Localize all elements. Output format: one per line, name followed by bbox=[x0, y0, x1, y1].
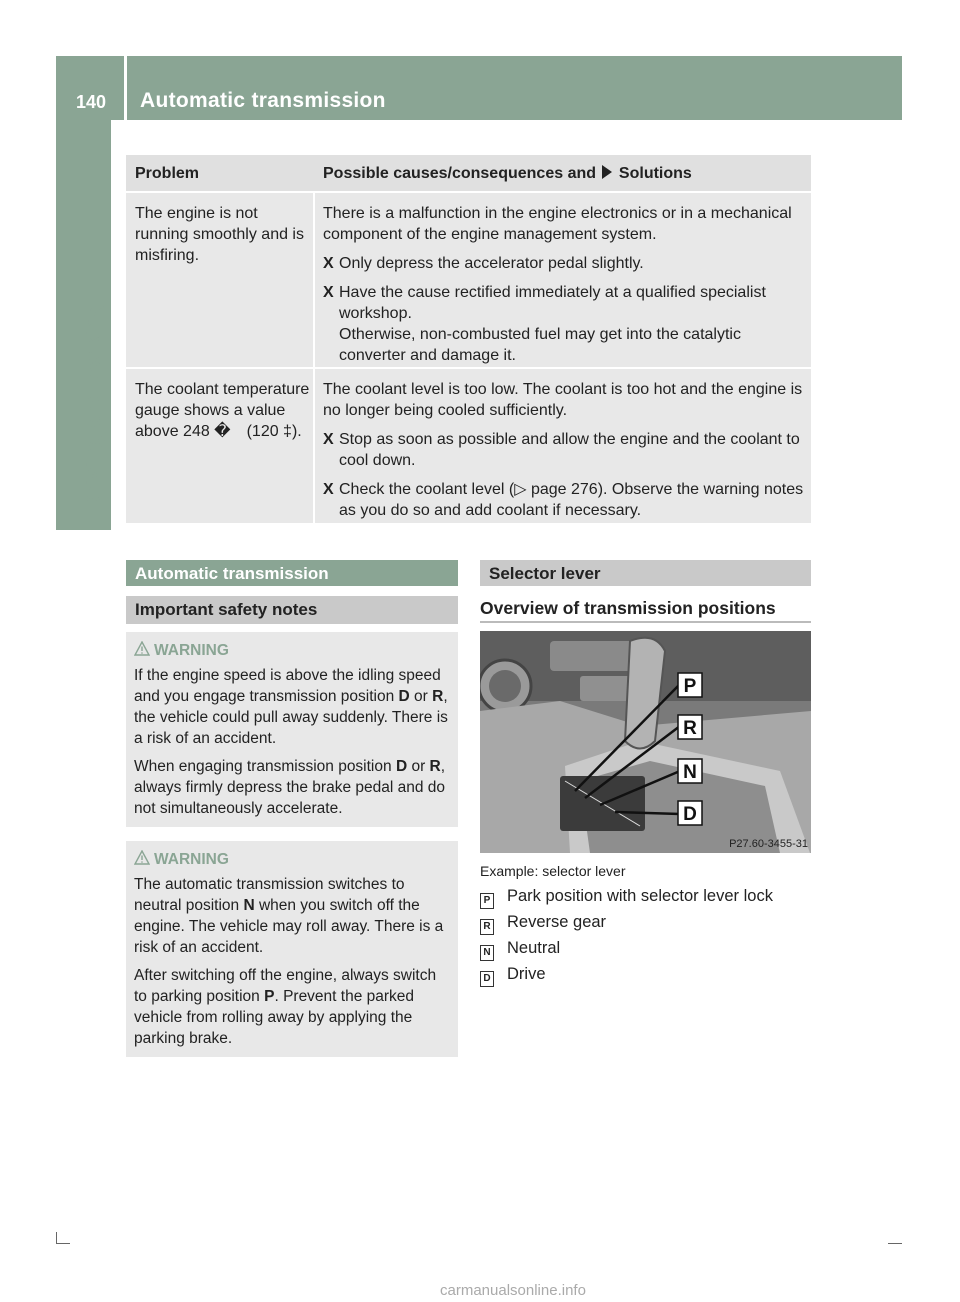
col-header-text: Possible causes/consequences and bbox=[323, 165, 597, 182]
photo-letter-n: N bbox=[683, 762, 697, 783]
step-text: Only depress the accelerator pedal slightly. bbox=[339, 255, 644, 272]
cause-text: There is a malfunction in the engine electronics or in a mechanical component of the engine management system. bbox=[323, 205, 792, 243]
legend-label: Park position with selector lever lock bbox=[507, 887, 773, 905]
step-note: Otherwise, non-combusted fuel may get into the catalytic converter and damage it. bbox=[339, 326, 741, 364]
symbol-r-icon: R bbox=[480, 919, 494, 935]
list-item bbox=[480, 961, 811, 987]
warning-paragraph: After switching off the engine, always switch to parking position P. Prevent the parked vehicle from rolling away by applying the parking brake. bbox=[134, 967, 437, 1047]
warning-paragraph: The automatic transmission switches to neutral position N when you switch off the engine. The vehicle may roll away. There is a risk of an accident. bbox=[134, 876, 444, 956]
legend-label: Neutral bbox=[507, 939, 561, 957]
solution-step bbox=[323, 429, 805, 471]
list-item bbox=[480, 935, 811, 961]
photo-code: P27.60-3455-31 bbox=[729, 838, 808, 850]
legend-label: Drive bbox=[507, 965, 546, 983]
list-item bbox=[480, 883, 811, 909]
photo-letter-p: P bbox=[683, 676, 697, 697]
section-title-automatic-transmission: Automatic transmission bbox=[126, 560, 458, 586]
page-number: 140 bbox=[75, 92, 107, 112]
warning-label: WARNING bbox=[154, 642, 229, 659]
footer-watermark: carmanualsonline.info bbox=[440, 1282, 586, 1299]
subheading-transmission-positions: Overview of transmission positions bbox=[480, 598, 811, 623]
step-x-icon: X bbox=[323, 481, 334, 498]
step-text: Stop as soon as possible and allow the engine and the coolant to cool down. bbox=[339, 431, 800, 469]
photo-caption: Example: selector lever bbox=[480, 863, 626, 879]
cause-text: The coolant level is too low. The coolant is too hot and the engine is no longer being cooled sufficiently. bbox=[323, 381, 803, 419]
photo-letter-r: R bbox=[683, 718, 697, 739]
warning-header bbox=[134, 640, 450, 661]
crop-mark bbox=[56, 1243, 70, 1244]
solution-step bbox=[323, 479, 805, 521]
solution-step bbox=[323, 253, 805, 274]
legend-label: Reverse gear bbox=[507, 913, 607, 931]
warning-triangle-icon bbox=[134, 641, 150, 657]
solution-step bbox=[323, 282, 805, 366]
col-header-problem: Problem bbox=[135, 165, 200, 182]
warning-paragraph: When engaging transmission position D or R, always firmly depress the brake pedal and do not simultaneously accelerate. bbox=[134, 758, 446, 817]
column-divider bbox=[313, 193, 315, 367]
col-header-solutions bbox=[323, 165, 692, 183]
warning-box bbox=[126, 632, 458, 827]
left-column bbox=[126, 560, 458, 1057]
problem-text: The coolant temperature gauge shows a value above 248 � (120 ‡). bbox=[135, 381, 310, 440]
photo-letter-d: D bbox=[683, 804, 697, 825]
column-divider bbox=[313, 369, 315, 523]
symbol-d-icon: D bbox=[480, 971, 494, 987]
problem-text: The engine is not running smoothly and is misfiring. bbox=[135, 205, 304, 264]
right-column bbox=[480, 560, 811, 987]
warning-triangle-icon bbox=[134, 850, 150, 866]
solution-arrow-icon bbox=[602, 165, 612, 179]
table-header bbox=[126, 155, 811, 191]
cause-cell bbox=[323, 379, 805, 521]
cause-cell bbox=[323, 203, 805, 366]
col-header-solutions-label: Solutions bbox=[618, 165, 692, 182]
warning-box bbox=[126, 841, 458, 1057]
chapter-side-title: Driving and parking bbox=[80, 303, 105, 510]
subsection-title-safety: Important safety notes bbox=[126, 596, 458, 624]
table-row bbox=[126, 367, 811, 523]
step-text: Have the cause rectified immediately at a qualified specialist workshop. bbox=[339, 284, 766, 322]
header-divider bbox=[124, 56, 127, 120]
warning-label: WARNING bbox=[154, 851, 229, 868]
warning-paragraph: If the engine speed is above the idling speed and you engage transmission position D or R, the vehicle could pull away suddenly. There is a risk of an accident. bbox=[134, 667, 448, 747]
symbol-p-icon: P bbox=[480, 893, 494, 909]
table-row bbox=[126, 191, 811, 367]
symbol-n-icon: N bbox=[480, 945, 494, 961]
step-text: Check the coolant level (▷ page 276). Observe the warning notes as you do so and add coolant if necessary. bbox=[339, 481, 804, 519]
selector-lever-photo bbox=[480, 631, 811, 853]
step-x-icon: X bbox=[323, 431, 334, 448]
section-title-selector-lever: Selector lever bbox=[480, 560, 811, 586]
step-x-icon: X bbox=[323, 255, 334, 272]
crop-mark bbox=[888, 1243, 902, 1244]
list-item bbox=[480, 909, 811, 935]
troubleshooting-table bbox=[126, 155, 811, 523]
warning-header bbox=[134, 849, 450, 870]
legend-list bbox=[480, 883, 811, 987]
page-title: Automatic transmission bbox=[140, 89, 386, 112]
step-x-icon: X bbox=[323, 284, 334, 301]
